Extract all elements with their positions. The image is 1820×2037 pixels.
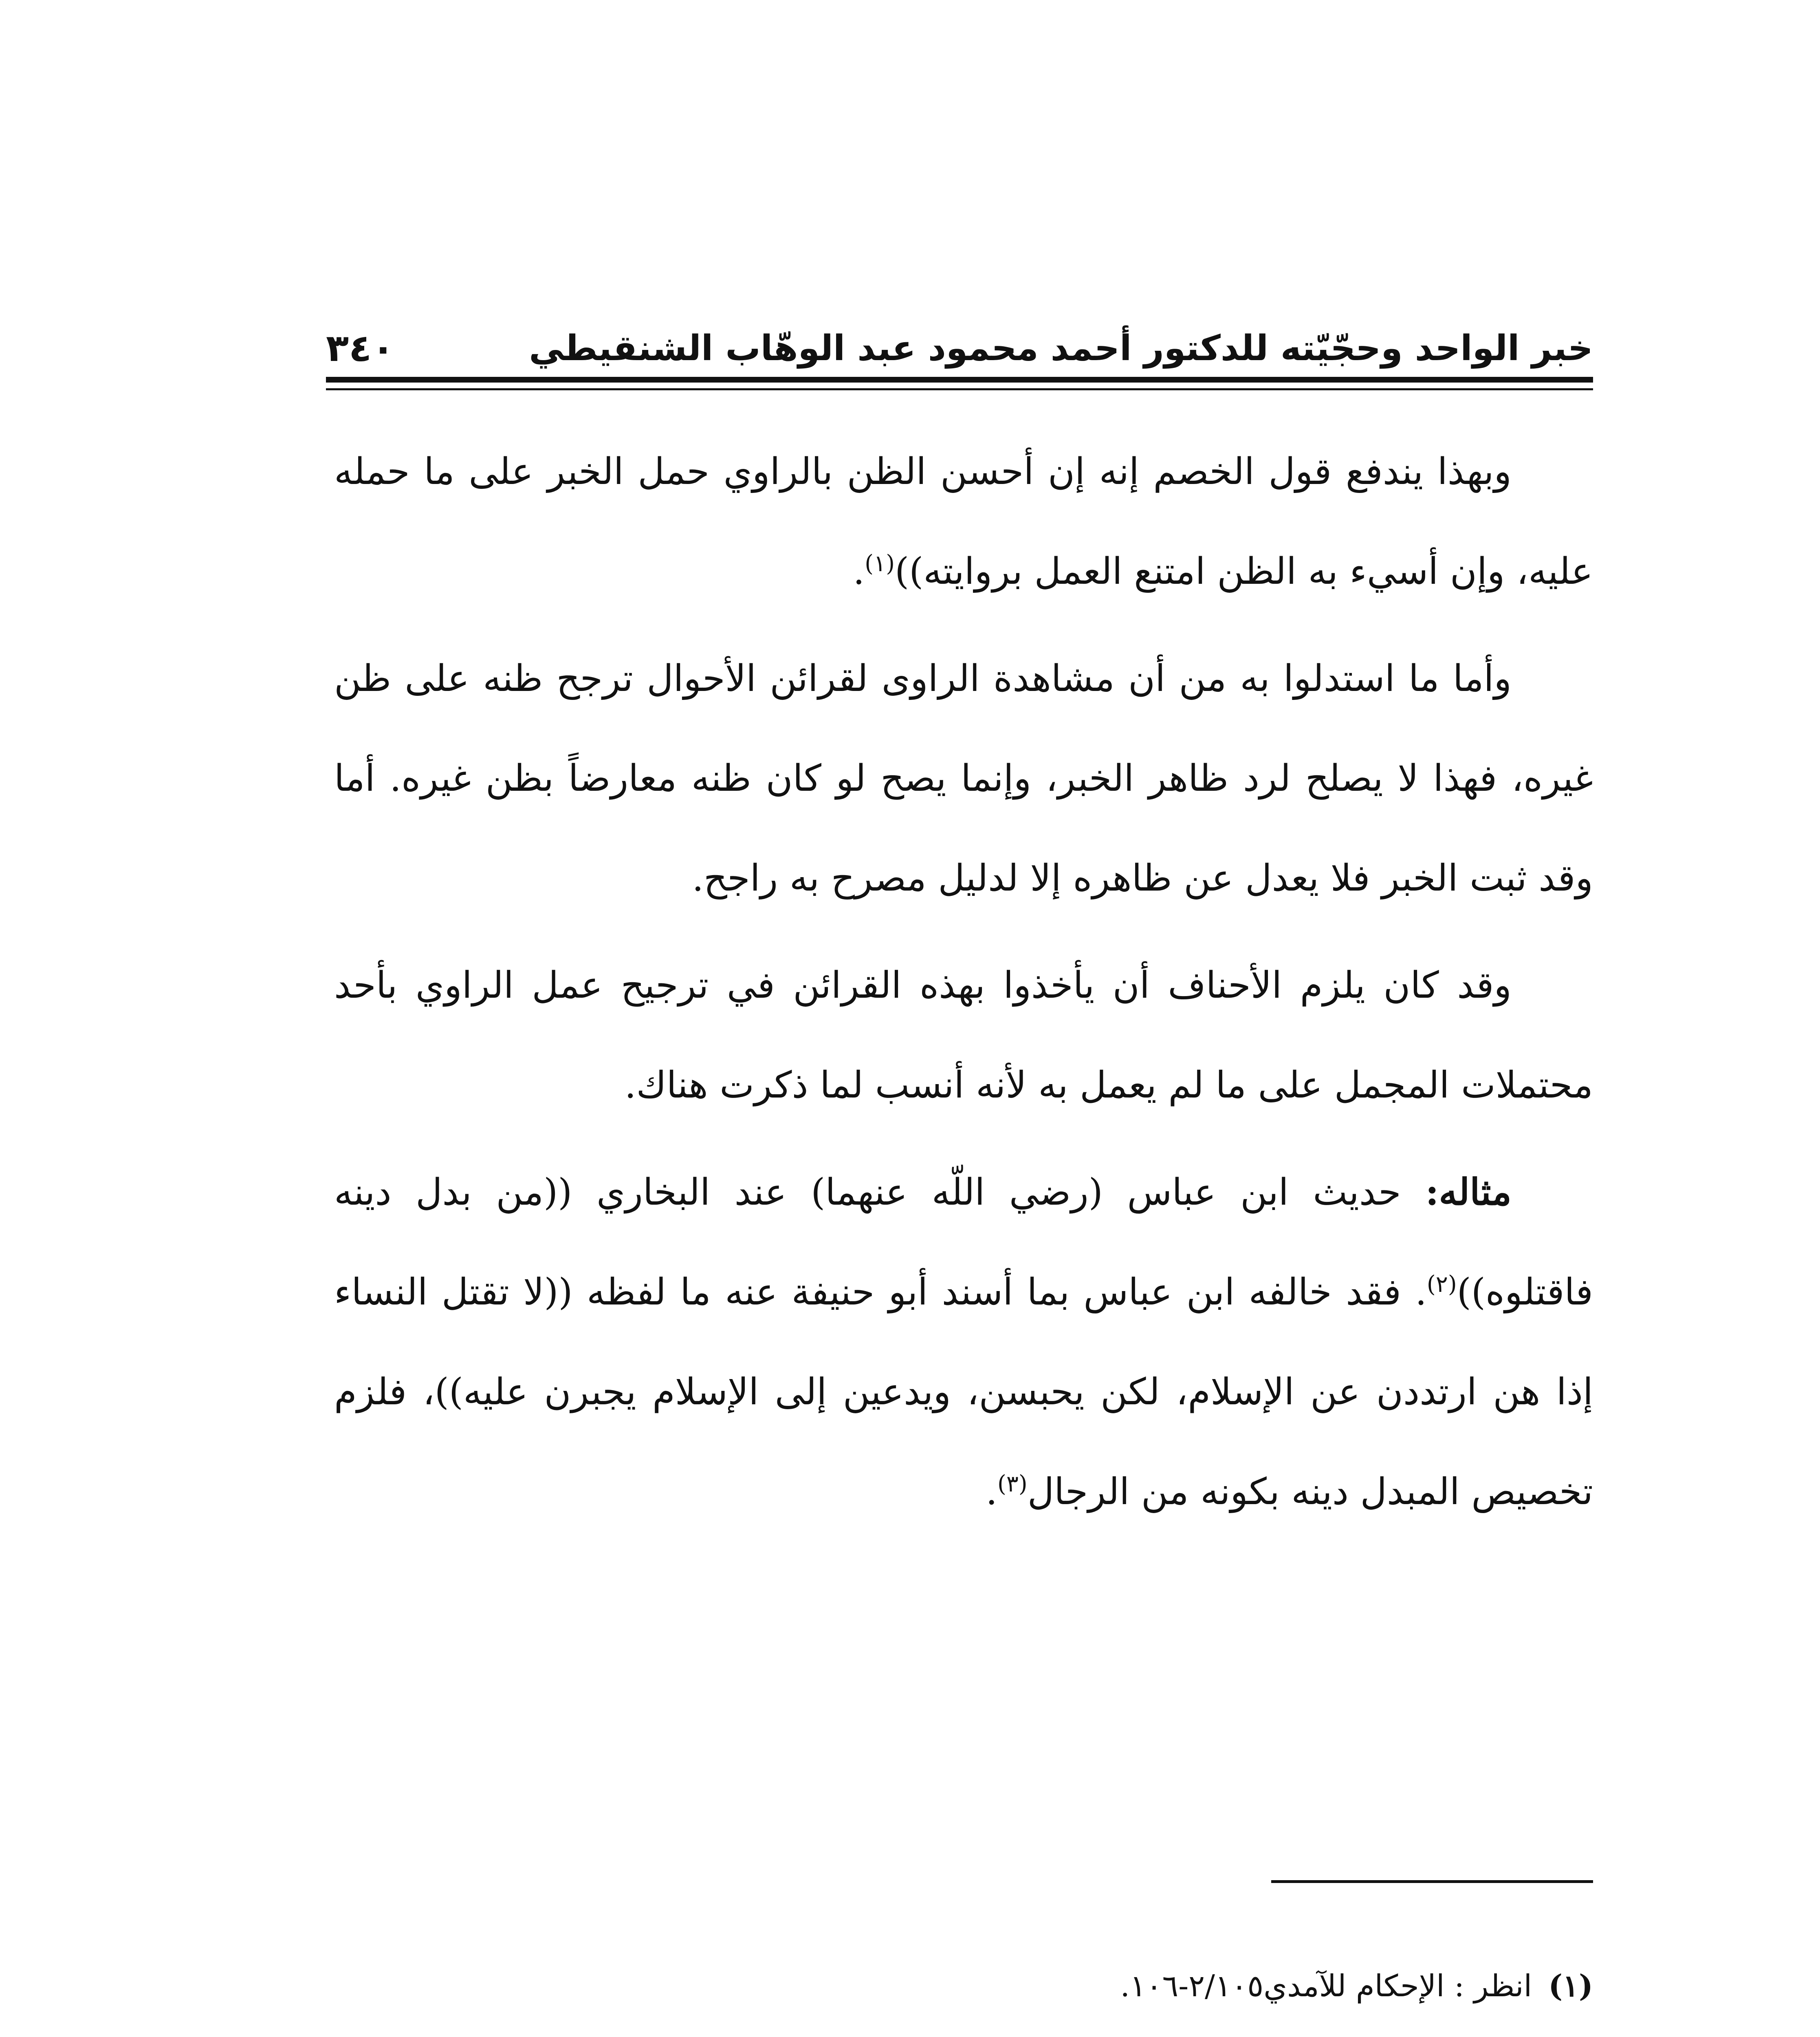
header-rule <box>326 377 1593 383</box>
running-header <box>326 324 1593 373</box>
paragraph-tail: . <box>986 1470 997 1513</box>
paragraph-text: وبهذا يندفع قول الخصم إنه إن أحسن الظن بالراوي حمل الخبر على ما حمله عليه، وإن أسيء به الظن امتنع العمل بروايته)) <box>334 450 1593 593</box>
paragraph-text: وأما ما استدلوا به من أن مشاهدة الراوى لقرائن الأحوال ترجح ظنه على ظن غيره، فهذا لا يصلح لرد ظاهر الخبر، وإنما يصح لو كان ظنه معارضاً بظن غيره. أما وقد ثبت الخبر فلا يعدل عن ظاهره إلا لدليل مصرح به راجح. <box>334 657 1593 900</box>
paragraph-tail: . <box>853 550 865 593</box>
page-number: ٣٤٠ <box>326 326 395 370</box>
paragraph <box>334 629 1593 928</box>
paragraph-text: حديث ابن عباس (رضي اللّه عنهما) عند البخاري ((من بدل دينه فاقتلوه)) <box>334 1171 1593 1313</box>
footnote-text: انظر : الإحكام للآمدي٢/١٠٥-١٠٦. <box>1120 1969 1532 2004</box>
header-title: خبر الواحد وحجّيّته للدكتور أحمد محمود عبد الوهّاب الشنقيطي <box>529 328 1593 369</box>
paragraph <box>334 422 1593 621</box>
footnote <box>334 2029 1593 2037</box>
body-text <box>334 422 1593 1542</box>
footnotes <box>334 1943 1593 2037</box>
paragraph-text: . فقد خالفه ابن عباس بما أسند أبو حنيفة عنه ما لفظه ((لا تقتل النساء إذا هن ارتددن عن الإسلام، لكن يحبسن، ويدعين إلى الإسلام يجبرن عليه))، فلزم تخصيص المبدل دينه بكونه من الرجال <box>334 1271 1593 1513</box>
footnote-ref: (٣) <box>997 1471 1028 1497</box>
paragraph-text: وقد كان يلزم الأحناف أن يأخذوا بهذه القرائن في ترجيح عمل الراوي بأحد محتملات المجمل على ما لم يعمل به لأنه أنسب لما ذكرت هناك. <box>334 964 1593 1106</box>
footnote-number: (١) <box>1548 1969 1593 2004</box>
header-rule-thin <box>326 388 1593 390</box>
footnote-number <box>1548 2029 1593 2037</box>
footnote-separator <box>1271 1880 1593 1883</box>
footnote-ref: (١) <box>865 550 895 577</box>
paragraph <box>334 935 1593 1135</box>
paragraph <box>334 1142 1593 1542</box>
footnote <box>334 1943 1593 2029</box>
footnote-ref: (٢) <box>1426 1271 1457 1298</box>
example-label: مثاله: <box>1425 1170 1512 1214</box>
